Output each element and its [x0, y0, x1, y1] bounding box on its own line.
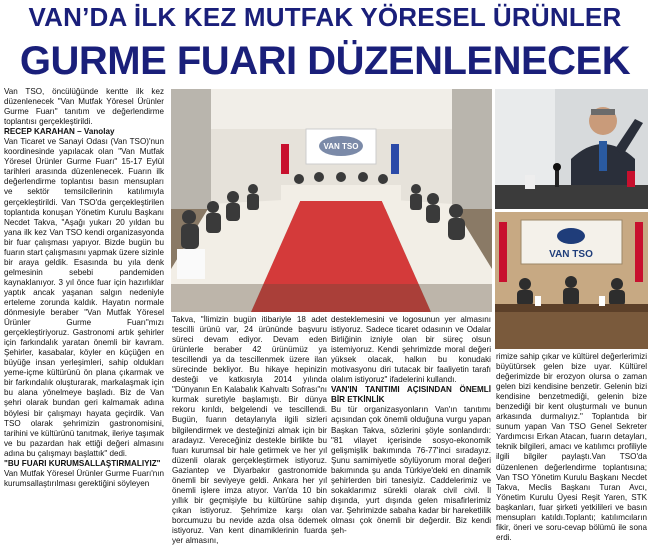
meeting-room-photo — [171, 89, 492, 312]
paragraph: Bu tür organizasyonların Van'ın tanıtımı açısından çok önemli olduğuna vurgu yapan Başkan Takva, sözlerini şöyle sonlandırdı: "81 vilayet içerisinde sosyo-ekonomik gelişmişlik bakımında 76-77'inci sıradayız. Şunu samimiyetle söylüyorum moral değeri bakımında şu anda Türkiye'deki en dinamik şehirlerden biri tanesiyiz. Caddelerimiz ve sokaklarımız sürekli olarak civil civil. İl dışında, yurt dışında gelen misafirlerimiz var. Şehrimizde sabaha kadar bir hareketlilik olması çok önemli bir değerdir. Biz kendi şeh- — [331, 405, 491, 535]
paragraph: desteklemesini ve logosunun yer almasını istiyoruz. Sadece ticaret odasının ve Odalar Birliğinin izniyle olan bir süreç olsun istemiyoruz. Kendi şehrimizde moral değeri yüksek olacak, halkın bu konudaki motivasyonu diri tutacak bir faaliyetin tarafı olalım istiyoruz" ifadelerini kullandı. — [331, 315, 491, 385]
panel-stage-photo — [495, 212, 648, 349]
headline-line-1: VAN’DA İLK KEZ MUTFAK YÖRESEL ÜRÜNLER — [28, 2, 622, 32]
stage-photo-sign: VAN TSO — [549, 249, 593, 260]
subheading: "BU FUARI KURUMSALLAŞTIRMALIYIZ" — [4, 458, 161, 468]
headline-line-2: GURME FUARI DÜZENLENECEK — [19, 39, 631, 83]
article-column-2 — [172, 315, 327, 555]
paragraph: Van Mutfak Yöresel Ürünler Gurme Fuarı'nın kurumsallaştırılması gerektiğini söyleyen — [4, 468, 164, 488]
panel-stage-illustration — [495, 212, 648, 349]
subheading: VAN'IN TANITIMI AÇISINDAN ÖNEMLİ BİR ETKİNLİK — [331, 385, 491, 405]
speaker-photo — [495, 89, 648, 209]
article-column-1 — [4, 87, 164, 555]
speaker-illustration — [495, 89, 648, 209]
article-column-3 — [331, 315, 491, 555]
paragraph: Van Ticaret ve Sanayi Odası (Van TSO)'nun koordinesinde yapılacak olan "Van Mutfak Yöresel Ürünler Gurme Fuarı" 15-17 Eylül tarihleri arasında düzenlenecek. Fuarın ilk değerlendirme toplantısı basın mensupları ve sektör temsilcilerinin katılımıyla gerçekleştirildi. Van TSO'da gerçekleştirilen toplantıda konuşan Yönetim Kurulu Başkanı Necdet Takva, "Aşağı yukarı 20 yıldan bu yana ilk kez Van TSO kendi organizasyonda bir fuar çalışması yapıyor. Bizde bugün bu fuarın start çalışmasını yapmak üzere sizinle bir araya geldik. Esasında bu yıla denk gelmesinin sebebi pandemiden kaynaklanıyor. 3 yıl önce fuar için hazırlıklar yaptık ancak yaşanan salgın nedeniyle erteleme zorunda kaldık. Hayatın normale dönmesiyle beraber "Van Mutfak Yöresel Ürünler Gurme Fuarı"mızı gerçekleştiriyoruz. Gastronomi artık şehirler için farkındalık yaratan önemli bir kavram. Şehirler, kasabalar, köyler en küçüğen en büyüğe insan yerleşimleri, sahip oldukları yeme-içme kültürünü ön plana çıkarmak ve bir farkındalık oluşturarak, markalaşmak için bu alana yönelmeye başladı. Biz de Van şehri olarak bundan geri kalmamak adına böylesi bir çalışmayı hayata geçirdik. Van TSO olarak şehrimizin gastronomisini, tarihini ve kültürünü tanıtmak, ileriye taşımak ve bu pazardan hak ettiği değeri almasını adına bu çalışmayı başlattık" dedi. — [4, 137, 164, 458]
main-photo-sign: VAN TSO — [323, 142, 359, 151]
paragraph: rimize sahip çıkar ve kültürel değerlerimizi büyütürsek gelen bize uyar. Kültürel değerimizde bir erozyon olursa o zaman gelen bizi kendisine benzetir. Gelenin bizi kendisine benzetmediği, gelenin bize benzediği bir kent oluşturmalı ve bunun arkasında durmalıyız." Toplantıda bir sunum yapan Van TSO Genel Sekreter Yardımcısı Erkan Atacan, fuarın detayları, teknik bilgileri, amacı ve katılımcı profiliyle ilgili bilgiler paylaştı.Van TSO'da düzenlenen değerlendirme toplantısına; Van TSO Yönetim Kurulu Başkanı Necdet Takva, Meclis Başkanı Turan Avcı, Yönetim Kurulu Üyesi Reşit Yaren, STK başkanları, fuar şirketi yetkilileri ve basın mensupları katıldı.Toplantı; katılımcıların fikir, öneri ve soru-cevap bölümü ile sona erdi. — [496, 352, 647, 542]
meeting-room-illustration — [171, 89, 492, 312]
paragraph: Takva, "İlimizin bugün itibariyle 18 adet tescilli ürünü var, 24 ürününde başvuru süreci devam ediyor. Devam eden ürünlerle beraber 42 ürünümüz ya tescillendi ya da tescillenmek üzere ilan sürecinde bekliyor. Bu hikaye hepinizin desteği ve katkısıyla 2014 yılında "Dünyanın En Kalabalık Kahvaltı Sofrası"nı kurmak suretiyle başlamıştı. Bir dünya rekoru kırıldı, belgelendi ve tescillendi. Bugün, fuarın detaylarıyla ilgili sizleri bilgilendirmek ve desteğinizi almak için bir aradayız. Vereceğiniz destekle birlikte bu fuarı kurumsal bir hale getirmek ve her yıl düzenli olarak gerçekleştirmek istiyoruz. Gaziantep ve Diyarbakır gastronomide önemli bir seviyeye geldi. Ankara her yıl önemli işlere imza atıyor. Van'da 10 bin yıllık bir geçmişiyle bu kültürüne sahip çıkan istiyoruz. Şehrimize karşı olan borcumuzu bu nevide azda olsa ödemek istiyoruz. Van kent dinamiklerinin fuarda yer almasını, — [172, 315, 327, 546]
paragraph: Van TSO, öncülüğünde kentte ilk kez düzenlenecek "Van Mutfak Yöresel Ürünler Gurme Fuarı" tanıtım ve değerlendirme toplantısı gerçekleştirildi. — [4, 87, 164, 127]
article-column-4 — [496, 352, 647, 555]
subheading: RECEP KARAHAN – Vanolay — [4, 127, 115, 137]
